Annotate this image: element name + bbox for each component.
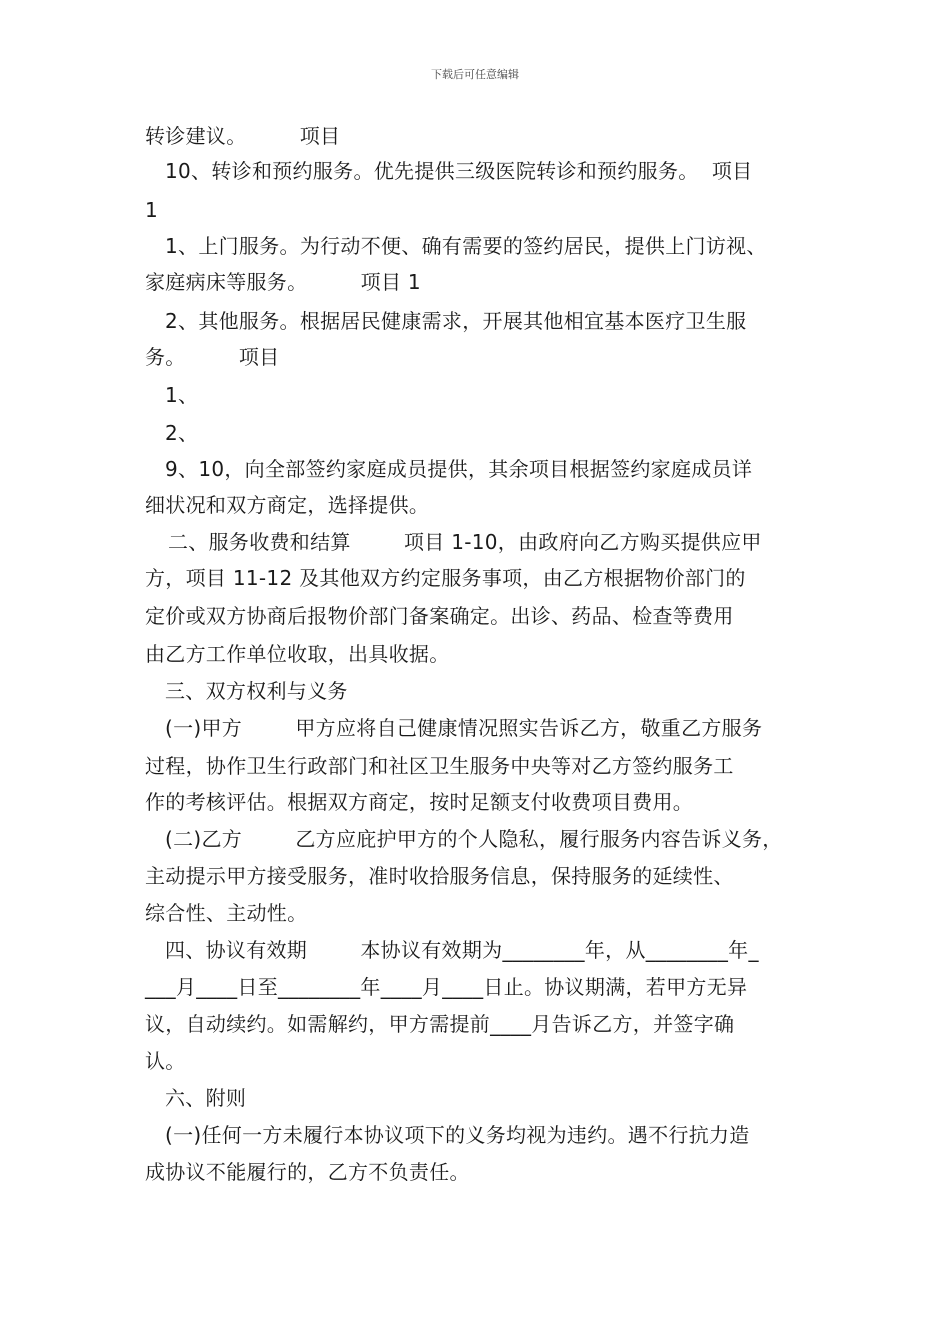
text-line: 作的考核评估。根据双方商定，按时足额支付收费项目费用。 bbox=[145, 790, 694, 814]
text-line: 认。 bbox=[145, 1049, 186, 1073]
text-line: (一)任何一方未履行本协议项下的义务均视为违约。遇不行抗力造 bbox=[165, 1123, 750, 1147]
page-header: 下载后可任意编辑 bbox=[431, 68, 519, 81]
text-line: 六、附则 bbox=[165, 1086, 247, 1110]
text-line: 过程，协作卫生行政部门和社区卫生服务中央等对乙方签约服务工 bbox=[145, 754, 734, 778]
text-line: 务。 项目 bbox=[145, 345, 280, 369]
text-line: 9、10，向全部签约家庭成员提供，其余项目根据签约家庭成员详 bbox=[165, 457, 753, 481]
text-line: (一)甲方 甲方应将自己健康情况照实告诉乙方，敬重乙方服务 bbox=[165, 716, 763, 740]
text-line: 二、服务收费和结算 项目 1-10，由政府向乙方购买提供应甲 bbox=[168, 530, 762, 554]
text-line: 成协议不能履行的，乙方不负责任。 bbox=[145, 1160, 470, 1184]
text-line: 主动提示甲方接受服务，准时收拾服务信息，保持服务的延续性、 bbox=[145, 864, 734, 888]
text-line: 2、 bbox=[165, 421, 199, 445]
text-line: 综合性、主动性。 bbox=[145, 901, 308, 925]
text-line: 转诊建议。 项目 bbox=[145, 124, 341, 148]
text-line: 方，项目 11-12 及其他双方约定服务事项，由乙方根据物价部门的 bbox=[145, 566, 746, 590]
text-line: 1、上门服务。为行动不便、确有需要的签约居民，提供上门访视、 bbox=[165, 234, 767, 258]
text-line: 1 bbox=[145, 198, 159, 222]
text-line: ___月____日至________年____月____日止。协议期满，若甲方无异 bbox=[145, 975, 748, 999]
text-line: 家庭病床等服务。 项目 1 bbox=[145, 270, 421, 294]
text-line: 2、其他服务。根据居民健康需求，开展其他相宜基本医疗卫生服 bbox=[165, 309, 747, 333]
text-line: 由乙方工作单位收取，出具收据。 bbox=[145, 642, 450, 666]
text-line: 议，自动续约。如需解约，甲方需提前____月告诉乙方，并签字确 bbox=[145, 1012, 735, 1036]
text-line: 四、协议有效期 本协议有效期为________年，从________年_ bbox=[165, 938, 759, 962]
text-line: 细状况和双方商定，选择提供。 bbox=[145, 493, 430, 517]
text-line: 定价或双方协商后报物价部门备案确定。出诊、药品、检查等费用 bbox=[145, 604, 734, 628]
text-line: (二)乙方 乙方应庇护甲方的个人隐私，履行服务内容告诉义务， bbox=[165, 827, 783, 851]
text-line: 1、 bbox=[165, 383, 199, 407]
text-line: 三、双方权利与义务 bbox=[165, 679, 348, 703]
text-line: 10、转诊和预约服务。优先提供三级医院转诊和预约服务。 项目 bbox=[165, 159, 753, 183]
